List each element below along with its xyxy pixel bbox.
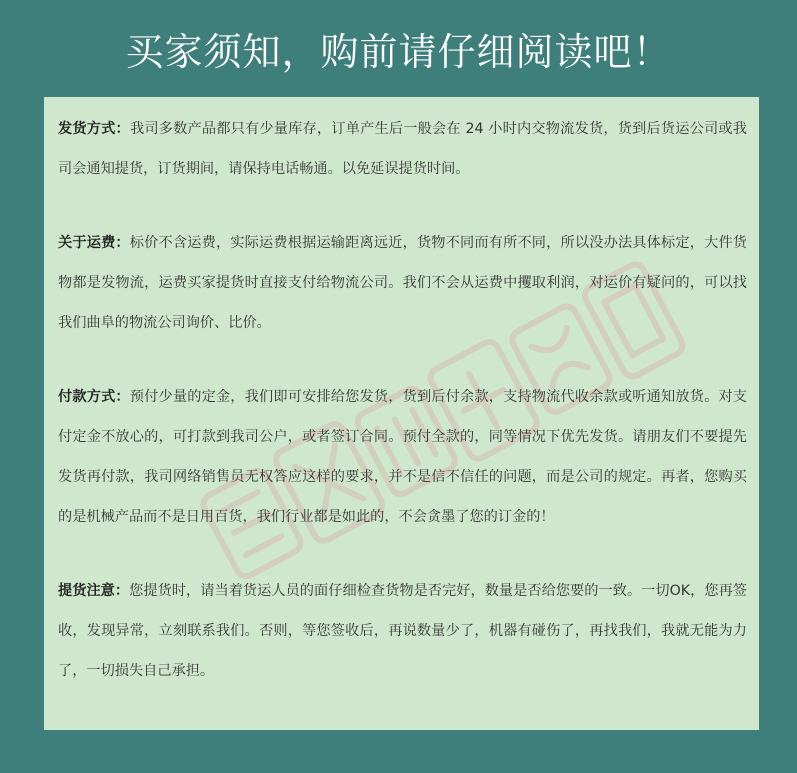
notice-section-freight	[58, 223, 747, 343]
section-text: 标价不含运费，实际运费根据运输距离远近，货物不同而有所不同，所以没办法具体标定，大件货物都是发物流，运费买家提货时直接支付给物流公司。我们不会从运费中攫取利润，对运价有疑问的，可以找我们曲阜的物流公司询价、比价。	[58, 235, 747, 331]
notice-section-pickup	[58, 571, 747, 691]
notice-panel	[44, 97, 759, 730]
page-title: 买家须知，购前请仔细阅读吧！	[125, 30, 672, 74]
section-label: 付款方式：	[58, 389, 130, 405]
section-text: 您提货时，请当着货运人员的面仔细检查货物是否完好，数量是否给您要的一致。一切OK，您再签收，发现异常，立刻联系我们。否则，等您签收后，再说数量少了，机器有碰伤了，再找我们，我就无能为力了，一切损失自己承担。	[58, 583, 747, 679]
notice-section-shipping	[58, 109, 747, 189]
section-text: 我司多数产品都只有少量库存，订单产生后一般会在 24 小时内交物流发货，货到后货运公司或我司会通知提货，订货期间，请保持电话畅通。以免延误提货时间。	[58, 121, 747, 177]
section-label: 提货注意：	[58, 583, 130, 599]
section-label: 发货方式：	[58, 121, 130, 137]
section-label: 关于运费：	[58, 235, 130, 251]
section-text: 预付少量的定金，我们即可安排给您发货，货到后付余款，支持物流代收余款或听通知放货。对支付定金不放心的，可打款到我司公户，或者签订合同。预付全款的，同等情况下优先发货。请朋友们不要提先发货再付款，我司网络销售员无权答应这样的要求，并不是信不信任的问题，而是公司的规定。再者，您购买的是机械产品而不是日用百货，我们行业都是如此的，不会贪墨了您的订金的！	[58, 389, 747, 525]
notice-section-payment	[58, 377, 747, 537]
